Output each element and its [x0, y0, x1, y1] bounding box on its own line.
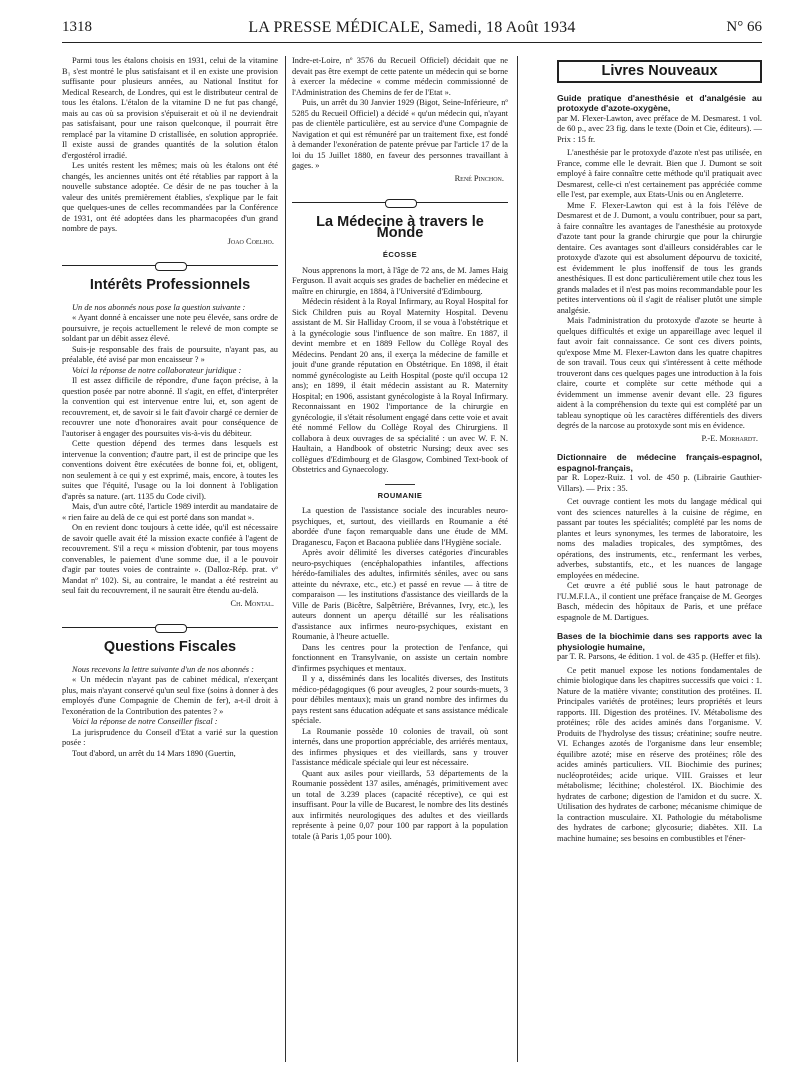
- paragraph: La Roumanie possède 10 colonies de travail, où sont internés, dans une proportion appréciable, des arriérés mentaux, des infirmes physiques et des vieillards, sans y trouver l'assistance médicale spéciale qui leur est nécessaire.: [292, 726, 508, 767]
- section-title: Questions Fiscales: [103, 639, 237, 655]
- paragraph: Ce petit manuel expose les notions fondamentales de chimie biologique dans les chapitres successifs que voici : 1. Nature de la matière vivante; constitution des protéines. II. Principales variétés de protéines; leurs propriétés et leurs rapports. III. Digestion des protéines. IV. Métabolisme des protéines; rôle des acides aminés dans l'organisme. V. Produits de l'hydrolyse des tissus; créatinine; soufre neutre. VI. Echanges azotés de l'organisme dans leur ensemble; équilibre azoté; mise en réserve des protéines; rôle des acides aminés particuliers. VII. Biochimie des purines; nucléoprotéides; acide urique. VIII. Graisses et leur métabolisme; lécithine; cholestérol. IX. Biochimie des hydrates de carbone; digestion de l'amidon et du sucre. X. Utilisation des hydrates de carbone; mécanisme chimique de la contraction musculaire. XI. Pathologie du métabolisme des hydrates de carbone; glycosurie; diabètes. XII. La machine humaine; ses besoins en combustibles et l'éner-: [557, 665, 762, 843]
- paragraph: Tout d'abord, un arrêt du 14 Mars 1890 (Guertin,: [72, 748, 236, 758]
- paragraph: Mais l'administration du protoxyde d'azote se heurte à quelques difficultés et exige un appareillage avec lequel il faut avoir fait connaissance. Ce sont ces divers points, qu'expose Mme M. Flexer-Lawton dans les quatre chapitres de son travail. Tous ceux qui s'intéressent à cette méthode trouveront dans ces quelques pages une introduction à la fois claire, courte et complète sur cette méthode qui a évidemment un immense avenir devant elle. 23 figures aident à la compréhension du texte qui est complété par un tableau synoptique où les caractères différentiels des divers degrés de la narcose au protoxyde sont mis en évidence.: [557, 316, 762, 430]
- journal-name: LA PRESSE MÉDICALE,: [248, 19, 425, 36]
- intro-text: Voici la réponse de notre Conseiller fiscal :: [72, 717, 218, 726]
- section-heading: [557, 60, 762, 83]
- paragraph: Cette question dépend des termes dans lesquels est intervenue la convention; d'autre part, il est de principe que les conventions doivent être exécutées de bonne foi, et, obligent, non seulement à ce qui y est exprimé, mais, encore, à toutes les suites que l'équité, l'usage ou la loi donnent à l'obligation d'après sa nature. (art. 1135 du Code civil).: [62, 439, 278, 501]
- divider: [385, 484, 415, 485]
- paragraph: Suis-je responsable des frais de poursuite, n'ayant pas, au préalable, été avisé par mon encaisseur ? »: [62, 344, 278, 364]
- book-details: par R. Lopez-Ruiz. 1 vol. de 450 p. (Librairie Gauthier-Villars). — Prix : 35.: [557, 473, 762, 493]
- column-divider: [517, 56, 518, 1062]
- author-signature: Ch. Montal.: [230, 598, 274, 608]
- column-middle: [292, 56, 508, 1076]
- page-header: [62, 14, 762, 43]
- section-heading: [292, 202, 508, 241]
- section-heading: [62, 627, 278, 653]
- paragraph: Mme F. Flexer-Lawton qui est à la fois l'élève de Desmarest et de J. Dumont, a voulu contribuer, pour sa part, à faire connaître les avantages de l'anesthésie au protoxyde d'azote tant pour la grande chirurgie que pour la chirurgie dentaire. Ces avantages sont d'ailleurs considérables car le protoxyde d'azote qui est absolument dépourvu de toxicité, est évidemment le plus inoffensif de tous les grands anesthésiques. Il est donc particulièrement utile chez tous les grands malades et il n'est pas moins recommandable pour les petites interventions où il s'agit de réaliser plutôt une simple analgésie.: [557, 200, 762, 315]
- column-right: [557, 56, 762, 1076]
- paragraph: Les unités restent les mêmes; mais où les étalons ont été changés, les anciennes unités ont été rétablies par rapport à la nouvelle substance adoptée. Ce désir de ne pas toucher à la valeur des unités premièrement établies, s'explique par le fait que quelques-unes de celles recommandées par la Conférence de 1931, ont été adoptées dans les pharmacopées d'un grand nombre de pays.: [62, 161, 278, 233]
- paragraph: Cet œuvre a été publié sous le haut patronage de l'U.M.F.I.A., il contient une préface française de M. Georges Basch, médecin des hôpitaux de Paris, et une préface espagnole de M. Dartigues.: [557, 581, 762, 622]
- section-heading: [62, 265, 278, 291]
- book-details: par M. Flexer-Lawton, avec préface de M. Desmarest. 1 vol. de 60 p., avec 23 fig. dans le texte (Doin et Cie, éditeurs). — Prix : 15 fr.: [557, 113, 762, 144]
- issue-date: Samedi, 18 Août 1934: [428, 19, 576, 36]
- paragraph: L'anesthésie par le protoxyde d'azote n'est pas utilisée, en France, comme elle le devrait. Bien que J. Dumont se soit employé à faire connaître cette méthode qu'il pratiquait avec Desmarest, celle-ci n'est certainement pas appréciée comme elle l'est, par exemple, aux Etats-Unis ou en Angleterre.: [557, 148, 762, 199]
- intro-text: Nous recevons la lettre suivante d'un de nos abonnés :: [72, 664, 254, 674]
- intro-text: Un de nos abonnés nous pose la question suivante :: [72, 302, 246, 312]
- intro-text: Voici la réponse de notre collaborateur juridique :: [72, 365, 242, 375]
- paragraph: Cet ouvrage contient les mots du langage médical qui vont des sciences naturelles à la cuisine de régime, en passant par toutes les spécialités; complété par les noms de plantes et leurs synonymes, les termes de laboratoire, les noms des maladies tropicales, des symptômes, des opérations, des instruments, etc., renfermant les verbes, adverbes, substantifs, etc., et les nuances de langage employées en médecine.: [557, 497, 762, 580]
- paragraph: Dans les centres pour la protection de l'enfance, qui fonctionnent en Transylvanie, on assiste un certain nombre d'infirmes psychiques et mentaux.: [292, 642, 508, 673]
- paragraph: Mais, d'un autre côté, l'article 1989 interdit au mandataire de « rien faire au delà de ce qui est porté dans son mandat ».: [62, 502, 278, 522]
- journal-title-line: [62, 19, 762, 37]
- country-subheading: ROUMANIE: [377, 490, 423, 500]
- paragraph: Quant aux asiles pour vieillards, 53 départements de la Roumanie possèdent 137 asiles, aménagés, primitivement avec un total de 3.239 places (capacité réceptive), ce qui est insuffisant. Pour la ville de Bucarest, le nombre des lits destinés aux infirmités neurologiques des adultes et des vieillards représente à peine 0,07 pour 100 par rapport à la population totale (à Paris 1,05 pour 100).: [292, 768, 508, 841]
- author-signature: P.-E. Morhardt.: [701, 433, 758, 443]
- paragraph: Indre-et-Loire, nº 3576 du Recueil Officiel) décidait que ne devait pas être exempt de cette patente un médecin qui se borne à exercer la médecine « comme médecin commissionné de l'Administration des Chemins de fer de l'Etat ».: [292, 56, 508, 97]
- author-signature: René Pinchon.: [454, 173, 504, 183]
- section-title: Livres Nouveaux: [601, 63, 718, 79]
- book-details: par T. R. Parsons, 4e édition. 1 vol. de 435 p. (Heffer et fils).: [557, 652, 761, 661]
- paragraph: La jurisprudence du Conseil d'Etat a varié sur la question posée :: [62, 727, 278, 747]
- paragraph: Médecin résident à la Royal Infirmary, au Royal Hospital for Sick Children puis au Royal Maternity Hospital. Devenu assistant de M. Sir Halliday Croom, il se voua à l'obstétrique et à la gynécologie sous l'influence de son maître. En 1887, il devint membre et en 1889 Fellow du Collège Royal des Médecins. Pendant 20 ans, il exerça la médecine de famille et jouit d'une grande réputation en Obstétrique. En 1898, il était nommé gynécologiste au Leith Hospital (poste qu'il occupa 12 ans); en 1899, il était médecin assistant au R. Maternity Hospital; en 1906, assistant gynécologiste à la Royal Infirmary. Reconnaissant en 1902 l'importance de la chirurgie en gynécologie, il s'était résolument engagé dans cette voie et avait été nommé Fellow du Collège Royal des Chirurgiens. Il collabora à deux ouvrages de sa spécialité : un avec W. F. N. Haultain, a Handbook of obstetric Nursing; deux avec ses collègues d'Edimbourg et de Glasgow, Combined Text-book of Obstetrics and Gynaecology.: [292, 297, 508, 474]
- column-divider: [285, 56, 286, 1062]
- ornament: [155, 624, 187, 633]
- paragraph: Nous apprenons la mort, à l'âge de 72 ans, de M. James Haig Ferguson. Il avait acquis ses grades de bachelier en médecine et maître en chirurgie, en 1884, à l'Université d'Edimbourg.: [292, 265, 508, 296]
- section-title: La Médecine à travers le Monde: [316, 214, 484, 241]
- paragraph: Après avoir délimité les diverses catégories d'incurables neuro-psychiques (encéphalopathies infantiles, affections hérédo-familiales des adultes, infirmités séniles, avec ou sans atteinte du névraxe, etc., etc.) et passé en revue — à titre de comparaison — les institutions d'assistance des vieillards de la Ville de Paris (Bicêtre, Salpêtrière, Brévannes, Ivry, etc.), les auteurs donnent un aperçu détaillé sur les réalisations d'assistance aux infirmes neuro-psychiques, existant en Roumanie, à l'heure actuelle.: [292, 548, 508, 641]
- book-title: Bases de la biochimie dans ses rapports avec la physiologie humaine,: [557, 631, 762, 652]
- paragraph: « Ayant donné à encaisser une note peu élevée, sans ordre de poursuivre, je reçois actuellement le relevé de mon compte se soldant par un débit assez élevé.: [62, 313, 278, 343]
- ornament: [155, 262, 187, 271]
- country-subheading: ÉCOSSE: [382, 250, 418, 259]
- paragraph: On en revient donc toujours à cette idée, qu'il est nécessaire de savoir quelle avait été la mission exacte confiée à l'agent de recouvrement. S'il a reçu « mission d'obtenir, par tous moyens convenables, le paiement d'une somme due, il a le pouvoir d'agir par toutes voies de contrainte ». (Dalloz-Rép. prat. vº Mandat nº 102). Si, au contraire, le mandat a été restreint au seul fait du recouvrement, il ne saurait être étendu au-delà.: [62, 523, 278, 595]
- author-signature: Joao Coelho.: [227, 236, 274, 246]
- page-number: 1318: [62, 19, 92, 35]
- column-left: [62, 56, 278, 1076]
- paragraph: Parmi tous les étalons choisis en 1931, celui de la vitamine B₁ s'est montré le plus satisfaisant et il en existe une provision suffisante pour plusieurs années, au National Institut for Medical Research, de Londres, qui est le distributeur central de tous les étalons. L'étalon de la vitamine D ne fut pas changé, mais au cas où sa provision s'épuiserait et où il ne deviendrait pas satisfaisant, pour une raison quelconque, il pourrait être remplacé par la vitamine D cristallisée, en solution appropriée. Il existe aussi de grandes quantités de la solution étalon d'ergostérol irradié.: [62, 56, 278, 160]
- paragraph: La question de l'assistance sociale des incurables neuro-psychiques, et, surtout, des vieillards en Roumanie a été abordée d'une façon remarquable dans une étude de MM. Draganescu, Façon et Bacaona publiée dans l'Hygiène sociale.: [292, 506, 508, 547]
- book-title: Guide pratique d'anesthésie et d'analgésie au protoxyde d'azote-oxygène,: [557, 92, 762, 113]
- paragraph: Il est assez difficile de répondre, d'une façon précise, à la question posée par notre abonné. Il s'agit, en effet, d'interpréter la convention qui est intervenue entre lui, et, son agent de recouvrement, et, de savoir si le fait d'avoir chargé ce dernier de recouvrer une note d'honoraires avait pour conséquence de l'autoriser à engager des poursuites vis-à-vis du débiteur.: [62, 376, 278, 438]
- paragraph: Il y a, disséminés dans les localités diverses, des Instituts médico-pédagogiques (6 pour aveugles, 2 pour sourds-muets, 3 pour débiles mentaux); mais un grand nombre des infirmes du pays restent sans éducation adéquate et sans assistance médicale spéciale.: [292, 674, 508, 725]
- paragraph: Puis, un arrêt du 30 Janvier 1929 (Bigot, Seine-Inférieure, nº 5285 du Recueil Officiel) a décidé « qu'un médecin qui, n'ayant pas de clientèle particulière, est au service d'une Compagnie de Navigation et qui est rémunéré par un traitement fixe, est fondé à demander l'exonération de patente prévue par l'article 17 de la loi du 15 Juillet 1880, en faveur des personnes travaillant à gages. »: [292, 98, 508, 170]
- book-title: Dictionnaire de médecine français-espagnol, espagnol-français,: [557, 452, 762, 473]
- issue-number: N° 66: [726, 19, 762, 35]
- section-title: Intérêts Professionnels: [89, 277, 251, 293]
- paragraph: « Un médecin n'ayant pas de cabinet médical, n'exerçant plus, mais n'ayant conservé qu'un seul fixe (soins à donner à des employés d'une Compagnie de Chemin de fer), a-t-il droit à l'exonération de la Contribution des patentes ? »: [62, 675, 278, 716]
- ornament: [385, 199, 417, 208]
